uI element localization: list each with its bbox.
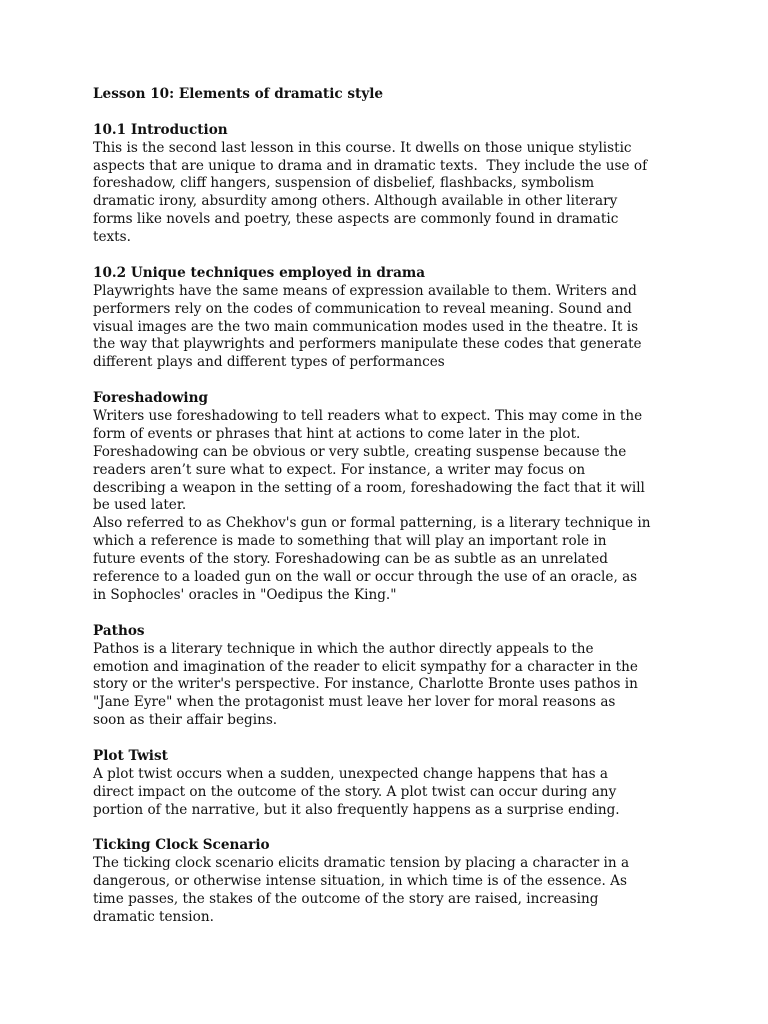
section-ticking-clock bbox=[93, 837, 693, 926]
spacer bbox=[93, 247, 693, 265]
paragraph-line: story or the writer's perspective. For instance, Charlotte Bronte uses pathos in bbox=[93, 676, 638, 693]
section-foreshadowing bbox=[93, 390, 693, 605]
paragraph-line: readers aren’t sure what to expect. For instance, a writer may focus on bbox=[93, 461, 586, 478]
paragraph-line: portion of the narrative, but it also frequently happens as a surprise ending. bbox=[93, 801, 620, 818]
paragraph-line: reference to a loaded gun on the wall or occur through the use of an oracle, as bbox=[93, 569, 638, 586]
paragraph-line: describing a weapon in the setting of a room, foreshadowing the fact that it will bbox=[93, 479, 645, 496]
paragraph-line: performers rely on the codes of communication to reveal meaning. Sound and bbox=[93, 300, 632, 317]
paragraph-line: soon as their affair begins. bbox=[93, 712, 278, 729]
section-unique-techniques bbox=[93, 265, 693, 372]
paragraph-line: dramatic tension. bbox=[93, 908, 214, 925]
spacer bbox=[93, 372, 693, 390]
section-introduction bbox=[93, 122, 693, 247]
spacer bbox=[93, 605, 693, 623]
paragraph-line: forms like novels and poetry, these aspects are commonly found in dramatic bbox=[93, 211, 619, 228]
spacer bbox=[93, 730, 693, 748]
paragraph-line: Also referred to as Chekhov's gun or formal patterning, is a literary technique in bbox=[93, 515, 651, 532]
paragraph-line: texts. bbox=[93, 229, 131, 246]
paragraph-line: form of events or phrases that hint at actions to come later in the plot. bbox=[93, 425, 581, 442]
section-heading: Plot Twist bbox=[93, 747, 168, 764]
section-heading: 10.2 Unique techniques employed in drama bbox=[93, 264, 426, 281]
paragraph-line: future events of the story. Foreshadowing can be as subtle as an unrelated bbox=[93, 551, 608, 568]
spacer bbox=[93, 104, 693, 122]
paragraph-line: Foreshadowing can be obvious or very subtle, creating suspense because the bbox=[93, 443, 627, 460]
paragraph-line: aspects that are unique to drama and in dramatic texts. They include the use of bbox=[93, 157, 648, 174]
paragraph-line: Playwrights have the same means of expression available to them. Writers and bbox=[93, 282, 637, 299]
paragraph-line: "Jane Eyre" when the protagonist must leave her lover for moral reasons as bbox=[93, 694, 616, 711]
lesson-title: Lesson 10: Elements of dramatic style bbox=[93, 86, 384, 102]
paragraph-line: be used later. bbox=[93, 497, 187, 514]
paragraph-line: time passes, the stakes of the outcome of the story are raised, increasing bbox=[93, 891, 599, 908]
paragraph-line: Writers use foreshadowing to tell readers what to expect. This may come in the bbox=[93, 408, 643, 425]
section-heading: Foreshadowing bbox=[93, 390, 208, 407]
paragraph-line: The ticking clock scenario elicits dramatic tension by placing a character in a bbox=[93, 855, 630, 872]
section-heading: Ticking Clock Scenario bbox=[93, 837, 270, 854]
paragraph-line: This is the second last lesson in this course. It dwells on those unique stylistic bbox=[93, 139, 632, 156]
paragraph-line: the way that playwrights and performers manipulate these codes that generate bbox=[93, 336, 642, 353]
document-page bbox=[93, 86, 693, 927]
section-plot-twist bbox=[93, 748, 693, 820]
paragraph-line: emotion and imagination of the reader to elicit sympathy for a character in the bbox=[93, 658, 638, 675]
spacer bbox=[93, 820, 693, 838]
section-pathos bbox=[93, 623, 693, 730]
paragraph-line: A plot twist occurs when a sudden, unexpected change happens that has a bbox=[93, 765, 608, 782]
paragraph-line: direct impact on the outcome of the story. A plot twist can occur during any bbox=[93, 783, 617, 800]
paragraph-line: dramatic irony, absurdity among others. Although available in other literary bbox=[93, 193, 618, 210]
section-heading: Pathos bbox=[93, 622, 145, 639]
paragraph-line: foreshadow, cliff hangers, suspension of disbelief, flashbacks, symbolism bbox=[93, 175, 595, 192]
section-heading: 10.1 Introduction bbox=[93, 121, 228, 138]
paragraph-line: which a reference is made to something that will play an important role in bbox=[93, 533, 607, 550]
paragraph-line: different plays and different types of performances bbox=[93, 354, 445, 371]
paragraph-line: in Sophocles' oracles in "Oedipus the King." bbox=[93, 586, 397, 603]
paragraph-line: Pathos is a literary technique in which the author directly appeals to the bbox=[93, 640, 594, 657]
paragraph-line: visual images are the two main communication modes used in the theatre. It is bbox=[93, 318, 639, 335]
paragraph-line: dangerous, or otherwise intense situation, in which time is of the essence. As bbox=[93, 873, 627, 890]
